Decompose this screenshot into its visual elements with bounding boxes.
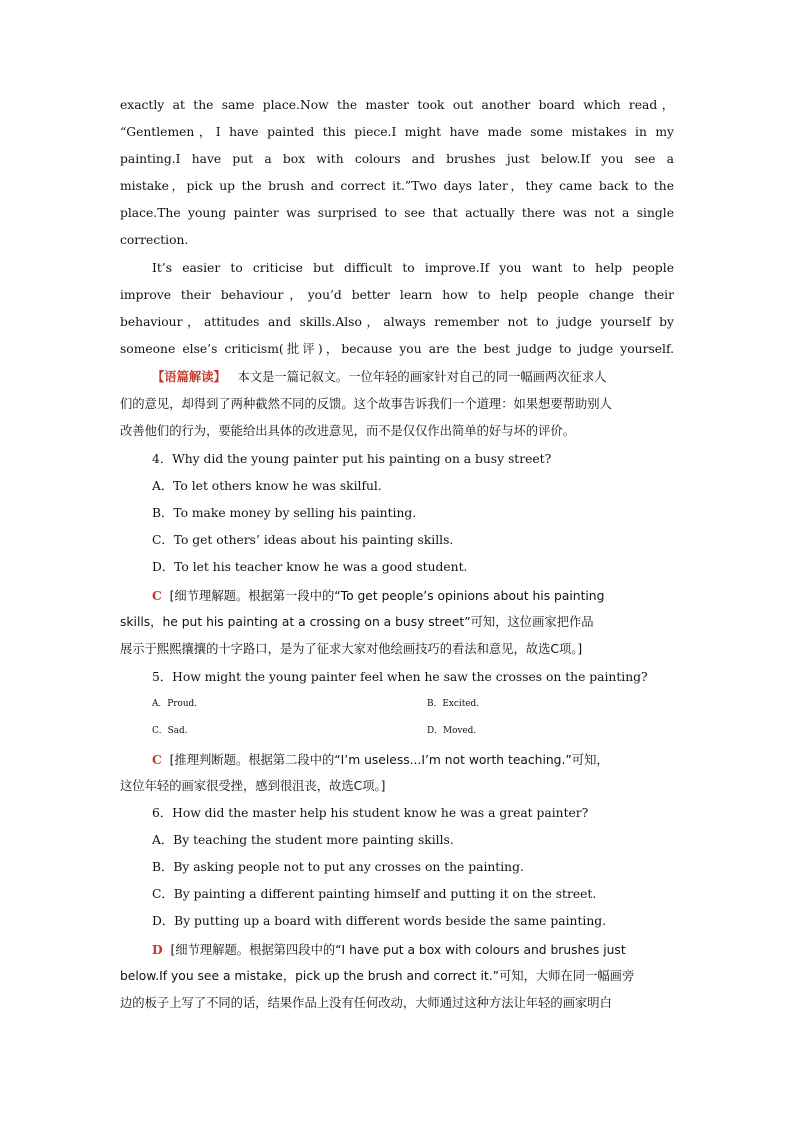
explanation-line [152,582,604,609]
option-a: A．Proud. [152,699,198,709]
analysis-line [152,364,606,391]
passage-line: someone else’s criticism(批评)，because you are the best judge to judge yourself. [120,342,674,356]
analysis-tag: 【语篇解读】 [152,370,226,384]
passage-line: exactly at the same place.Now the master took out another board which read， [120,98,674,112]
explanation-line [152,936,626,963]
answer-letter: D [152,942,163,957]
option-a: A．To let others know he was skilful. [152,479,382,493]
option-c: C．Sad. [152,726,188,736]
explanation-line: below.If you see a mistake，pick up the brush and correct it.”可知，大师在同一幅画旁 [120,969,635,983]
option-d: D．To let his teacher know he was a good student. [152,560,468,574]
passage-line: “Gentlemen，I have painted this piece.I might have made some mistakes in my [120,125,674,139]
passage-line: improve their behaviour，you’d better learn how to help people change their [120,288,674,302]
explanation-line: 边的板子上写了不同的话，结果作品上没有任何改动，大师通过这种方法让年轻的画家明白 [120,996,612,1010]
question-text: 6．How did the master help his student know he was a great painter? [152,806,589,820]
passage-line: place.The young painter was surprised to see that actually there was not a single [120,206,674,220]
passage-line: mistake，pick up the brush and correct it.”Two days later，they came back to the [120,179,674,193]
analysis-line: 们的意见，却得到了两种截然不同的反馈。这个故事告诉我们一个道理：如果想要帮助别人 [120,397,612,411]
option-d: D．By putting up a board with different words beside the same painting. [152,914,607,928]
answer-letter: C [152,588,162,603]
option-c: C．By painting a different painting himself and putting it on the street. [152,887,597,901]
option-row [152,718,477,745]
explanation-line: 展示于熙熙攘攘的十字路口，是为了征求大家对他绘画技巧的看法和意见，故选C项。] [120,642,583,656]
question-text: 5．How might the young painter feel when he saw the crosses on the painting? [152,670,648,684]
explanation-text: [推理判断题。根据第二段中的“I’m useless...I’m not worth teaching.”可知， [169,753,609,767]
option-d: D．Moved. [427,726,477,736]
explanation-line [152,746,609,773]
analysis-line: 改善他们的行为，要能给出具体的改进意见，而不是仅仅作出简单的好与坏的评价。 [120,424,575,438]
explanation-text: [细节理解题。根据第四段中的“I have put a box with colours and brushes just [170,943,626,957]
option-b: B．Excited. [427,699,480,709]
option-a: A．By teaching the student more painting skills. [152,833,454,847]
option-row [152,691,480,718]
option-b: B．To make money by selling his painting. [152,506,417,520]
analysis-text: 本文是一篇记叙文。一位年轻的画家针对自己的同一幅画两次征求人 [237,370,607,384]
passage-line: It’s easier to criticise but difficult to improve.If you want to help people [152,261,674,275]
explanation-line: skills，he put his painting at a crossing on a busy street”可知，这位画家把作品 [120,615,594,629]
explanation-line: 这位年轻的画家很受挫，感到很沮丧，故选C项。] [120,779,386,793]
answer-letter: C [152,752,162,767]
passage-line: painting.I have put a box with colours and brushes just below.If you see a [120,152,674,166]
passage-line: behaviour，attitudes and skills.Also，always remember not to judge yourself by [120,315,674,329]
option-b: B．By asking people not to put any crosses on the painting. [152,860,524,874]
option-c: C．To get others’ ideas about his painting skills. [152,533,454,547]
passage-line: correction. [120,233,189,247]
explanation-text: [细节理解题。根据第一段中的“To get people’s opinions about his painting [169,589,605,603]
question-text: 4．Why did the young painter put his painting on a busy street? [152,452,552,466]
